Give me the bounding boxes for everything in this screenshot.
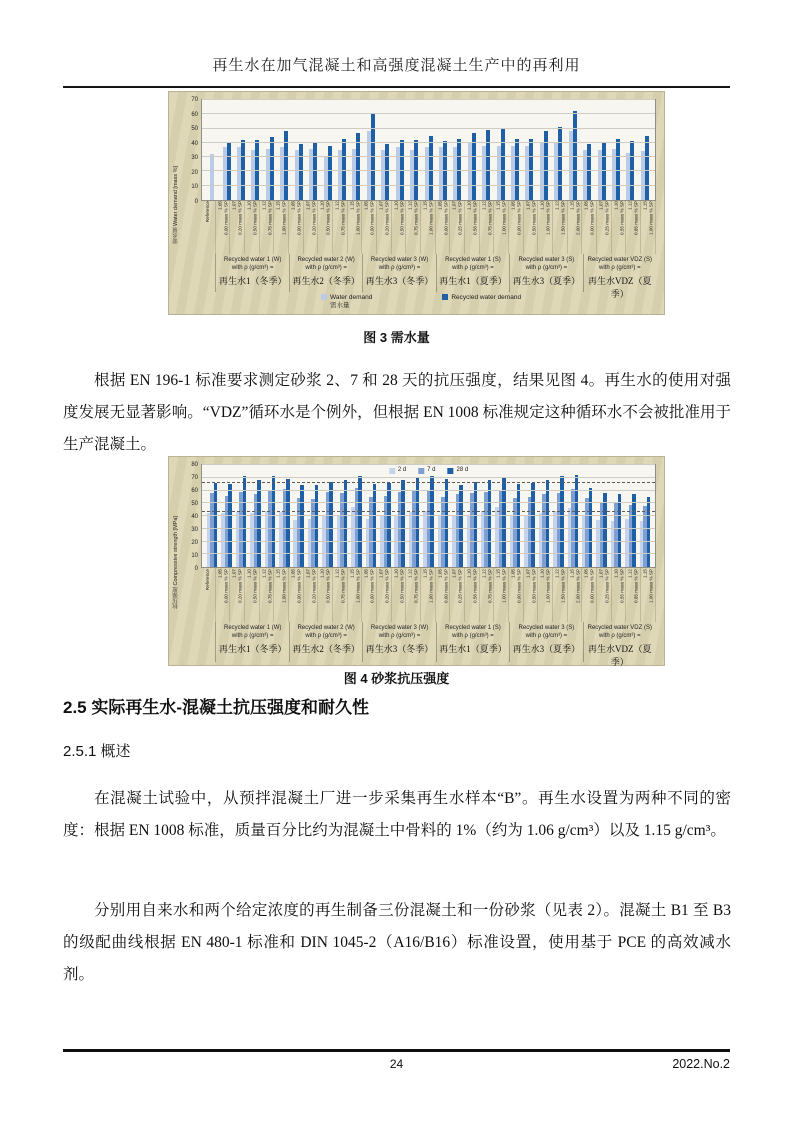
x-group-label: Recycled water 3 (W) with ρ (g/cm³) = 再生水3（冬季） [362, 622, 435, 662]
y-axis-ticks [186, 97, 201, 205]
bar [356, 133, 360, 200]
y-tick-label: 0 [194, 199, 198, 205]
bar-group [248, 465, 262, 567]
x-tick-label: 1.07 0.20 mass % SP [304, 568, 319, 622]
bar [299, 144, 303, 200]
bar [457, 139, 461, 200]
bar-group [277, 465, 291, 567]
gridline [202, 464, 655, 465]
y-tick-label: 70 [191, 475, 198, 481]
x-group-label: Recycled water 3 (S) with ρ (g/cm³) = 再生水3（夏季） [509, 254, 582, 292]
bar-group [421, 465, 435, 567]
x-tick-label: Reference [201, 201, 216, 254]
x-tick-label: 1.07 0.50 mass % SP [524, 201, 539, 254]
x-tick-label: 1.07 0.25 mass % SP [450, 201, 465, 254]
bar [315, 485, 319, 567]
x-tick-label: 1.10 0.50 mass % SP [318, 201, 333, 254]
page-number: 24 [389, 1057, 404, 1071]
x-tick-label: 1.07 0.20 mass % SP [377, 201, 392, 254]
x-tick-label: 1.07 0.25 mass % SP [597, 201, 612, 254]
figure3-caption: 图 3 需水量 [363, 330, 430, 345]
x-tick-label: 1.15 1.00 mass % SP [494, 201, 509, 254]
figure4-caption: 图 4 砂浆抗压强度 [343, 671, 450, 686]
gridline [202, 515, 655, 516]
x-tick-label: 1.12 0.75 mass % SP [333, 568, 348, 622]
bar-group [306, 465, 320, 567]
y-tick-label: 60 [191, 488, 198, 494]
x-tick-label: 1.15 2.00 mass % SP [568, 568, 583, 622]
gridline [202, 142, 655, 143]
x-group-label: Recycled water 2 (W) with ρ (g/cm³) = 再生水2（冬季） [289, 622, 362, 662]
y-tick-label: 20 [191, 169, 198, 176]
chart-legend [186, 292, 656, 312]
chart-frame [173, 99, 656, 311]
gridline [202, 541, 655, 542]
bar-group [205, 465, 219, 567]
x-tick-label: 1.12 0.75 mass % SP [480, 201, 495, 254]
x-tick-label: 1.15 1.00 mass % SP [421, 201, 436, 254]
x-tick-label: 1.07 0.20 mass % SP [377, 568, 392, 622]
journal-issue: 2022.No.2 [672, 1057, 730, 1071]
bar [632, 494, 636, 567]
bar-group [349, 465, 363, 567]
x-tick-label: 1.10 1.00 mass % SP [538, 568, 553, 622]
bar [616, 139, 620, 200]
bar [517, 484, 521, 567]
y-tick-label: 10 [191, 553, 198, 559]
bar [515, 139, 519, 200]
bar-group [436, 465, 450, 567]
x-tick-label: 1.15 1.00 mass % SP [348, 568, 363, 622]
x-tick-label: 1.10 0.50 mass % SP [318, 568, 333, 622]
legend-swatch [418, 468, 424, 474]
bar-group [335, 465, 349, 567]
bar-group [609, 465, 623, 567]
y-axis-title: 需水量 Water demand [mass %] [173, 165, 179, 245]
x-tick-label: 1.05 0.00 mass % SP [582, 201, 597, 254]
bar-group [638, 465, 652, 567]
bar-group [465, 465, 479, 567]
bar [373, 484, 377, 567]
gridline [202, 170, 655, 171]
x-tick-label: 1.12 0.85 mass % SP [626, 201, 641, 254]
gridline [202, 99, 655, 100]
x-tick-label: 1.05 0.00 mass % SP [436, 568, 451, 622]
x-tick-label: 1.10 0.50 mass % SP [245, 201, 260, 254]
x-tick-label: 1.12 1.50 mass % SP [553, 201, 568, 254]
x-group-label: Recycled water 2 (W) with ρ (g/cm³) = 再生水2（冬季） [289, 254, 362, 292]
bar [618, 494, 622, 567]
x-tick-label: 1.05 0.00 mass % SP [289, 201, 304, 254]
bar-group [320, 465, 334, 567]
x-tick-label: 1.10 0.55 mass % SP [612, 201, 627, 254]
y-tick-label: 30 [191, 155, 198, 162]
x-tick-label: 1.05 0.00 mass % SP [289, 568, 304, 622]
bar [459, 485, 463, 567]
x-tick-label: 1.05 0.00 mass % SP [509, 568, 524, 622]
y-tick-label: 80 [191, 462, 198, 468]
bar [385, 144, 389, 200]
x-tick-label: 1.15 1.00 mass % SP [274, 201, 289, 254]
x-tick-label: 1.10 0.50 mass % SP [245, 568, 260, 622]
x-tick-label: Reference [201, 568, 216, 622]
chart-legend [389, 467, 468, 475]
x-group-label: Recycled water 1 (W) with ρ (g/cm³) = 再生水1（冬季） [215, 622, 288, 662]
x-group-label: Recycled water 3 (W) with ρ (g/cm³) = 再生水3（冬季） [362, 254, 435, 292]
y-tick-label: 20 [191, 540, 198, 546]
x-tick-label: 1.05 0.00 mass % SP [362, 201, 377, 254]
legend-item: Recycled water demand [442, 294, 521, 302]
x-group-label: Recycled water 1 (S) with ρ (g/cm³) = 再生水1（夏季） [436, 254, 509, 292]
bar [300, 485, 304, 567]
x-tick-label: 1.10 0.50 mass % SP [392, 568, 407, 622]
x-tick-label: 1.12 0.75 mass % SP [406, 568, 421, 622]
plot-row [186, 97, 656, 205]
figure3-water-demand-chart [168, 91, 665, 315]
bar-group [364, 465, 378, 567]
bars-layer [202, 465, 655, 567]
bar [342, 139, 346, 200]
y-tick-label: 30 [191, 527, 198, 533]
x-tick-label: 1.05 0.00 mass % SP [436, 201, 451, 254]
bar-group [580, 465, 594, 567]
plot-row [186, 462, 656, 572]
bar-group [378, 465, 392, 567]
bar [645, 136, 649, 200]
bar-group [219, 465, 233, 567]
x-tick-label: 1.05 0.00 mass % SP [582, 568, 597, 622]
x-tick-label: 1.12 0.75 mass % SP [260, 568, 275, 622]
x-tick-label: 1.12 0.75 mass % SP [480, 568, 495, 622]
x-tick-label: 1.15 1.00 mass % SP [274, 568, 289, 622]
bar [472, 133, 476, 200]
bar [558, 127, 562, 200]
x-tick-label: 1.07 0.20 mass % SP [304, 201, 319, 254]
bar-group [566, 465, 580, 567]
reference-line [202, 511, 655, 512]
y-tick-label: 40 [191, 140, 198, 147]
bar [531, 483, 535, 567]
y-axis-title: 抗压强度 Compressive strength [MPa] [173, 516, 179, 610]
gridline [202, 502, 655, 503]
x-tick-label: 1.05 0.00 mass % SP [216, 568, 231, 622]
chart-frame [173, 462, 656, 668]
x-tick-label: 1.12 0.75 mass % SP [406, 201, 421, 254]
bar-group [292, 465, 306, 567]
x-tick-label: 1.10 0.56 mass % SP [465, 568, 480, 622]
bar-group [594, 465, 608, 567]
header-rule [63, 86, 730, 88]
legend-item: Water demand 需水量 [321, 294, 372, 311]
bar-group [551, 465, 565, 567]
gridline [202, 553, 655, 554]
x-tick-label: 1.07 0.50 mass % SP [524, 568, 539, 622]
bar [587, 144, 591, 200]
bar-group [407, 465, 421, 567]
x-tick-label: 1.15 1.00 mass % SP [641, 201, 656, 254]
x-tick-label: 1.15 1.00 mass % SP [494, 568, 509, 622]
gridline [202, 156, 655, 157]
bar [214, 483, 218, 567]
x-group-label: Recycled water VDZ (S) with ρ (g/cm³) = 再生水VDZ（夏季） [583, 622, 656, 662]
paragraph-concrete-test-intro: 在混凝土试验中，从预拌混凝土厂进一步采集再生水样本“B”。再生水设置为两种不同的密度：根据 EN 1008 标准，质量百分比约为混凝土中骨料的 1%（约为 1.06 g/cm³）以及 1.15 g/cm³。 [63, 789, 731, 839]
legend-swatch [389, 468, 395, 474]
subsection-heading-2-5-1: 2.5.1 概述 [63, 743, 131, 760]
legend-item: 28 d [448, 467, 469, 475]
y-tick-label: 70 [191, 97, 198, 103]
legend-item: 7 d [418, 467, 435, 475]
bar-group [450, 465, 464, 567]
plot-area [201, 464, 656, 568]
section-heading-2-5: 2.5 实际再生水-混凝土抗压强度和耐久性 [63, 698, 370, 717]
x-tick-label: 1.07 0.20 mass % SP [230, 201, 245, 254]
bar [647, 497, 651, 567]
x-axis-group-labels [201, 622, 656, 668]
legend-item: 2 d [389, 467, 406, 475]
gridline [202, 128, 655, 129]
x-tick-label: 1.07 0.20 mass % SP [230, 568, 245, 622]
bar [387, 483, 391, 567]
plot-area [201, 99, 656, 201]
x-axis-tick-labels [201, 568, 656, 622]
bar [210, 154, 214, 200]
gridline [202, 528, 655, 529]
x-group-label: Recycled water 1 (W) with ρ (g/cm³) = 再生水1（冬季） [215, 254, 288, 292]
group-label-spacer [201, 254, 215, 292]
reference-line [202, 482, 655, 483]
footer-rule [63, 1049, 730, 1052]
chart-main [186, 462, 656, 668]
x-group-label: Recycled water 1 (S) with ρ (g/cm³) = 再生水1（夏季） [436, 622, 509, 662]
gridline [202, 477, 655, 478]
x-tick-label: 1.12 0.75 mass % SP [333, 201, 348, 254]
x-tick-label: 1.10 0.56 mass % SP [465, 201, 480, 254]
page-header-title: 再生水在加气混凝土和高强度混凝土生产中的再利用 [212, 58, 581, 74]
x-tick-label: 1.15 1.00 mass % SP [421, 568, 436, 622]
bar [501, 129, 505, 200]
y-tick-label: 10 [191, 184, 198, 191]
paragraph-mix-design: 分别用自来水和两个给定浓度的再生制备三份混凝土和一份砂浆（见表 2）。混凝土 B1 至 B3 的级配曲线根据 EN 480-1 标准和 DIN 1045-2（A16/B16）标准设置，使用基于 PCE 的高效减水剂。 [63, 901, 731, 983]
x-group-label: Recycled water 3 (S) with ρ (g/cm³) = 再生水3（夏季） [509, 622, 582, 662]
bar-group [522, 465, 536, 567]
y-axis-ticks [186, 462, 201, 572]
x-group-label: Recycled water VDZ (S) with ρ (g/cm³) = 再生水VDZ（夏季） [583, 254, 656, 292]
x-tick-label: 1.05 0.00 mass % SP [362, 568, 377, 622]
bar [228, 484, 232, 567]
bar-group [234, 465, 248, 567]
x-tick-label: 1.05 0.00 mass % SP [216, 201, 231, 254]
group-label-spacer [201, 622, 215, 662]
legend-swatch [321, 294, 327, 300]
x-tick-label: 1.05 0.00 mass % SP [509, 201, 524, 254]
bar-group [537, 465, 551, 567]
bar [529, 139, 533, 200]
x-tick-label: 1.15 1.00 mass % SP [641, 568, 656, 622]
gridline [202, 113, 655, 114]
chart-main [186, 99, 656, 311]
bar-group [623, 465, 637, 567]
x-tick-label: 1.07 0.25 mass % SP [597, 568, 612, 622]
legend-swatch [448, 468, 454, 474]
y-tick-label: 40 [191, 514, 198, 520]
bar-group [508, 465, 522, 567]
x-tick-label: 1.10 0.50 mass % SP [392, 201, 407, 254]
x-axis-tick-labels [201, 201, 656, 254]
x-tick-label: 1.12 0.75 mass % SP [260, 201, 275, 254]
figure4-compressive-strength-chart [168, 456, 665, 666]
gridline [202, 490, 655, 491]
gridline [202, 185, 655, 186]
x-tick-label: 1.10 1.00 mass % SP [538, 201, 553, 254]
x-tick-label: 1.12 0.85 mass % SP [626, 568, 641, 622]
bar [429, 136, 433, 200]
x-tick-label: 1.07 0.25 mass % SP [450, 568, 465, 622]
bar [603, 493, 607, 567]
y-tick-label: 0 [194, 566, 198, 572]
y-tick-label: 50 [191, 126, 198, 133]
paragraph-strength-results: 根据 EN 196-1 标准要求测定砂浆 2、7 和 28 天的抗压强度，结果见图 4。再生水的使用对强度发展无显著影响。“VDZ”循环水是个例外，但根据 EN 1008 标准规定这种循环水不会被批准用于生产混凝土。 [63, 371, 731, 453]
x-tick-label: 1.15 2.00 mass % SP [568, 201, 583, 254]
bar [328, 146, 332, 200]
x-tick-label: 1.10 0.55 mass % SP [612, 568, 627, 622]
bar-group [263, 465, 277, 567]
bar [486, 130, 490, 200]
x-tick-label: 1.15 1.00 mass % SP [348, 201, 363, 254]
x-tick-label: 1.12 1.50 mass % SP [553, 568, 568, 622]
bar-group [493, 465, 507, 567]
y-tick-label: 50 [191, 501, 198, 507]
bar [270, 137, 274, 200]
y-tick-label: 60 [191, 111, 198, 118]
bar-group [392, 465, 406, 567]
bar-group [479, 465, 493, 567]
legend-swatch [442, 294, 448, 300]
